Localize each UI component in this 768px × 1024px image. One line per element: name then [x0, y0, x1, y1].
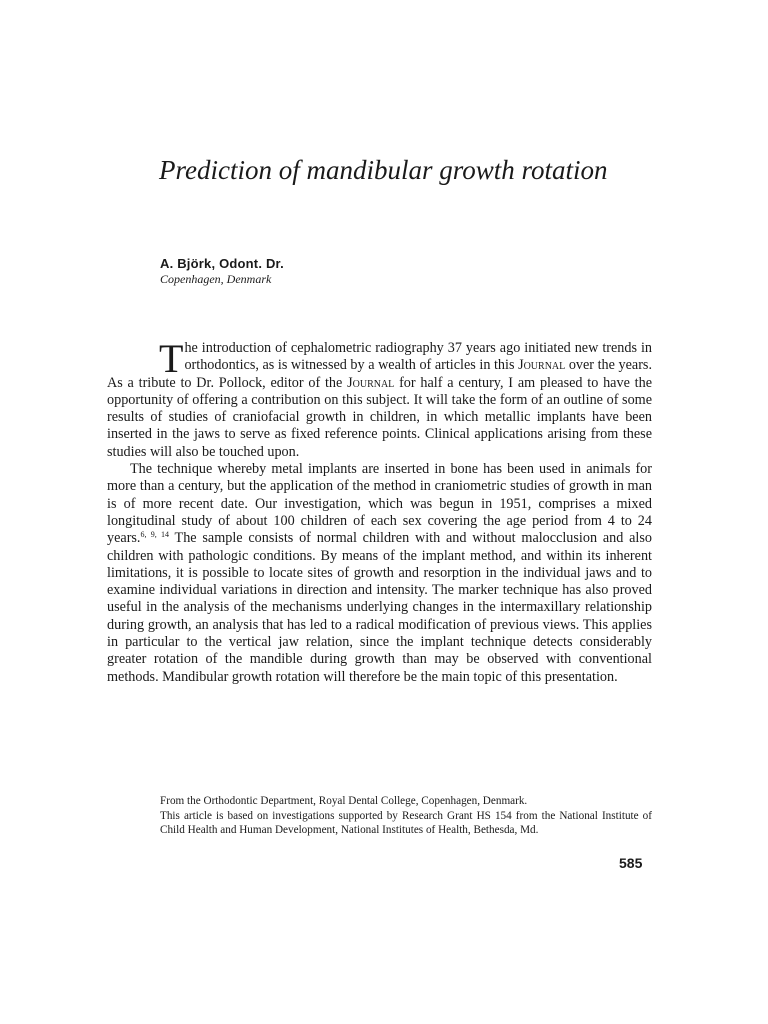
journal-name: Journal [347, 374, 395, 391]
author-affiliation: Copenhagen, Denmark [160, 272, 272, 286]
paragraph-2 [107, 461, 652, 686]
reference-superscript: 6, 9, 14 [140, 530, 169, 540]
footnote-funding: This article is based on investigations supported by Research Grant HS 154 from the National Institute of Child Health and Human Development, National Institutes of Health, Bethesda, Md. [160, 809, 652, 836]
paragraph-1-text-a: he introduction of cephalometric radiography 37 years ago initiated new trends in orthodontics, as is witnessed by a wealth of articles in this [184, 340, 652, 374]
footnote [160, 794, 652, 838]
paragraph-2-text-a: The technique whereby metal implants are inserted in bone has been used in animals for more than a century, but the application of the method in craniometric studies of growth in man is of more recent date. Our investigation, which was begun in 1951, comprises a mixed longitudinal study of about 100 children of each sex covering the age period from 4 to 24 years. [107, 461, 652, 547]
article-body [107, 336, 652, 686]
page-number: 585 [619, 855, 643, 871]
paragraph-1-text-c: for half a century, I am pleased to have the opportunity of offering a contribution on this subject. It will take the form of an outline of some results of studies of craniofacial growth in children, in which metallic implants have been inserted in the jaws to serve as fixed reference points. Clinical applications arising from these studies will also be touched upon. [107, 374, 652, 460]
paragraph-2-text-b: The sample consists of normal children with and without malocclusion and also children with pathologic conditions. By means of the implant method, and within its inherent limitations, it is possible to locate sites of growth and resorption in the individual jaws and to examine individual variations in direction and intensity. The marker technique has also proved useful in the analysis of the mechanisms underlying changes in the intermaxillary relationship during growth, an analysis that has led to a radical modification of previous views. This applies in particular to the vertical jaw relation, since the implant technique detects considerably greater rotation of the mandible during growth than may be observed with conventional methods. Mandibular growth rotation will therefore be the main topic of this presentation. [107, 530, 652, 685]
journal-name: Journal [518, 357, 566, 374]
paragraph-1-text-b: over the years. As a tribute to Dr. Pollock, editor of the [107, 357, 652, 391]
author-name: A. Björk, Odont. Dr. [160, 256, 284, 271]
article-title: Prediction of mandibular growth rotation [159, 155, 608, 185]
footnote-affiliation: From the Orthodontic Department, Royal Dental College, Copenhagen, Denmark. [160, 795, 528, 807]
paragraph-1 [107, 336, 652, 461]
drop-cap: T [159, 336, 184, 381]
